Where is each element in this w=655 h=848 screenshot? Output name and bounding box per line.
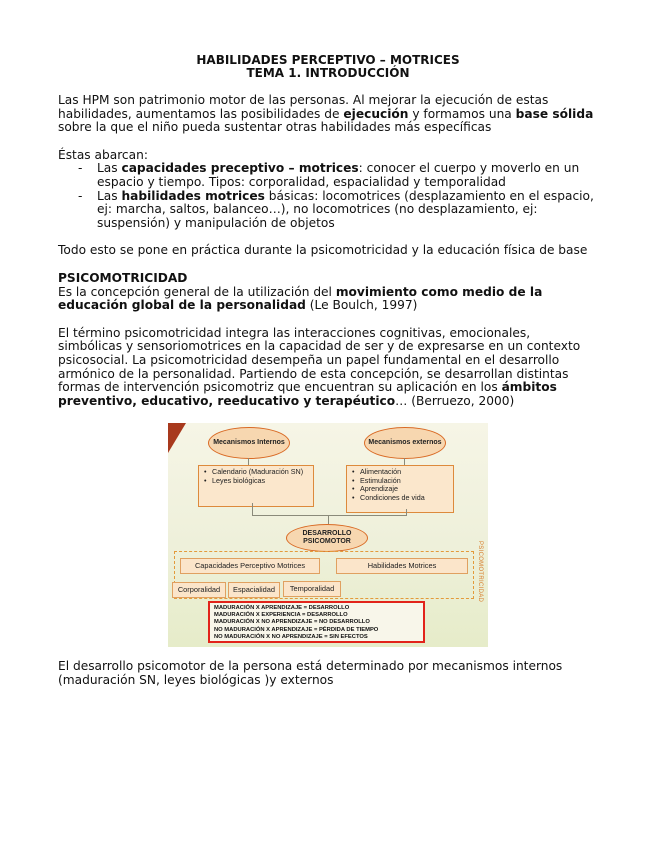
intro-text-1: Las HPM son patrimonio motor de las personas. Al mejorar la ejecución de estas habilidades, aumentamos las posibilidades de bbox=[58, 93, 549, 121]
temporalidad-box: Temporalidad bbox=[283, 581, 341, 597]
intro-bold-base: base sólida bbox=[515, 106, 594, 121]
intro-paragraph bbox=[58, 94, 598, 135]
equation-line: MADURACIÓN X NO APRENDIZAJE = NO DESARROLLO bbox=[214, 619, 370, 626]
abarcan-lead: Éstas abarcan: bbox=[58, 147, 148, 162]
intro-bold-ejecucion: ejecución bbox=[343, 106, 409, 121]
equation-line: NO MADURACIÓN X APRENDIZAJE = PÉRDIDA DE TIEMPO bbox=[214, 626, 379, 633]
list-item bbox=[58, 162, 598, 189]
intro-text-2: y formamos una bbox=[408, 106, 516, 121]
def-citation: (Le Boulch, 1997) bbox=[305, 298, 418, 313]
abarcan-list bbox=[58, 162, 598, 230]
oval-label: DESARROLLO PSICOMOTOR bbox=[302, 530, 352, 545]
capacidades-perceptivo-box: Capacidades Perceptivo Motrices bbox=[180, 558, 320, 574]
title-line-2: TEMA 1. INTRODUCCIÓN bbox=[246, 66, 410, 80]
equation-line: NO MADURACIÓN X NO APRENDIZAJE = SIN EFECTOS bbox=[214, 633, 368, 640]
list-item: • Leyes biológicas bbox=[202, 477, 310, 486]
def-bold: movimiento como medio de la educación global de la personalidad bbox=[58, 284, 543, 313]
psicomotricidad-side-label: PSICOMOTRICIDAD bbox=[477, 541, 483, 603]
habilidades-motrices-box: Habilidades Motrices bbox=[336, 558, 468, 574]
equation-line: MADURACIÓN X EXPERIENCIA = DESARROLLO bbox=[214, 612, 348, 619]
desarrollo-psicomotor-oval bbox=[286, 524, 368, 552]
p2-bold: ámbitos preventivo, educativo, reeducativo y terapéutico bbox=[58, 380, 557, 408]
list-item: • Alimentación bbox=[350, 468, 450, 477]
internos-box bbox=[198, 465, 314, 507]
oval-label: Mecanismos externos bbox=[368, 439, 442, 446]
document-page bbox=[58, 54, 598, 408]
list-item: • Calendario (Maduración SN) bbox=[202, 468, 310, 477]
item-prefix: Las bbox=[97, 161, 122, 176]
def-text: Es la concepción general de la utilización del bbox=[58, 284, 336, 299]
item-prefix: Las bbox=[97, 188, 122, 203]
closing-paragraph: El desarrollo psicomotor de la persona está determinado por mecanismos internos (maduración SN, leyes biológicas )y externos bbox=[58, 659, 563, 687]
psicomotricidad-heading: PSICOMOTRICIDAD bbox=[58, 270, 188, 285]
espacialidad-box: Espacialidad bbox=[228, 582, 280, 598]
externos-box bbox=[346, 465, 454, 513]
list-item: • Estimulación bbox=[350, 477, 450, 486]
equations-box bbox=[208, 601, 425, 643]
item-bold: capacidades preceptivo – motrices bbox=[121, 161, 359, 176]
corner-decoration bbox=[168, 423, 186, 453]
intro-text-3: sobre la que el niño pueda sustentar otras habilidades más específicas bbox=[58, 120, 492, 135]
list-item: • Aprendizaje bbox=[350, 485, 450, 494]
connector bbox=[252, 515, 407, 516]
list-item bbox=[58, 190, 598, 231]
connector bbox=[404, 458, 405, 465]
p2-citation: … (Berruezo, 2000) bbox=[395, 393, 515, 408]
connector bbox=[252, 503, 253, 515]
practice-paragraph: Todo esto se pone en práctica durante la psicomotricidad y la educación física de base bbox=[58, 243, 588, 258]
list-item: • Condiciones de vida bbox=[350, 494, 450, 503]
item-bold: habilidades motrices bbox=[121, 188, 265, 203]
document-title bbox=[58, 54, 598, 80]
connector bbox=[328, 515, 329, 524]
psicomotricidad-paragraph bbox=[58, 327, 598, 409]
title-line-1: HABILIDADES PERCEPTIVO – MOTRICES bbox=[196, 53, 460, 67]
desarrollo-psicomotor-diagram bbox=[168, 423, 488, 647]
mecanismos-externos-oval bbox=[364, 427, 446, 459]
equation-line: MADURACIÓN X APRENDIZAJE = DESARROLLO bbox=[214, 605, 350, 611]
connector bbox=[248, 458, 249, 465]
oval-label: Mecanismos Internos bbox=[213, 439, 285, 446]
psicomotricidad-definition bbox=[58, 286, 598, 313]
corporalidad-box: Corporalidad bbox=[172, 582, 226, 598]
mecanismos-internos-oval bbox=[208, 427, 290, 459]
item-text: : conocer el cuerpo y moverlo en un espacio y tiempo. Tipos: corporalidad, espacialidad y temporalidad bbox=[97, 161, 580, 189]
p2-text: El término psicomotricidad integra las interacciones cognitivas, emocionales, simbólicas y sensoriomotrices en la capacidad de ser y de expresarse en un contexto psicosocial. La psicomotricidad desempeña un papel fundamental en el desarrollo armónico de la personalidad. Partiendo de esta concepción, se desarrollan distintas formas de intervención psicomotriz que encuentran su aplicación en los bbox=[58, 325, 581, 395]
item-text: básicas: locomotrices (desplazamiento en el espacio, ej: marcha, saltos, balanceo…), no locomotrices (no desplazamiento, ej: suspensión) y manipulación de objetos bbox=[97, 188, 594, 230]
